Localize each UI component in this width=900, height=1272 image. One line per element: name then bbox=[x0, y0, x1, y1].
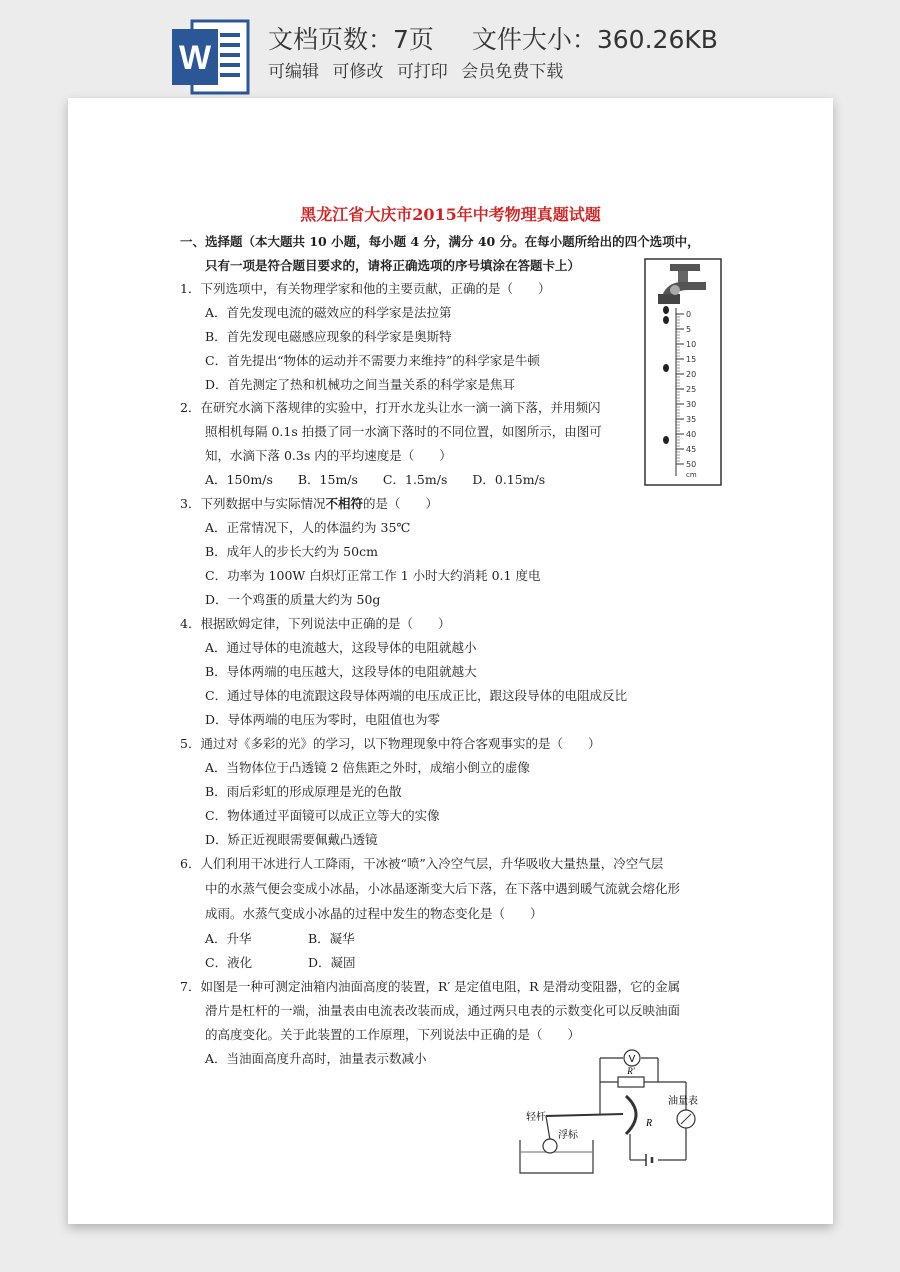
q4-option-d: D．导体两端的电压为零时，电阻值也为零 bbox=[205, 712, 441, 727]
q2-stem-line2: 照相机每隔 0.1s 拍摄了同一水滴下落时的不同位置，如图所示，由图可 bbox=[205, 424, 602, 439]
q7-stem-line2: 滑片是杠杆的一端，油量表由电流表改装而成，通过两只电表的示数变化可以反映油面 bbox=[205, 1003, 681, 1018]
q2-stem-line3: 知，水滴下落 0.3s 内的平均速度是（ ） bbox=[205, 448, 452, 463]
ruler-tick-label: 50 bbox=[686, 460, 697, 469]
q3-option-a: A．正常情况下，人的体温约为 35℃ bbox=[205, 520, 411, 535]
svg-text:W: W bbox=[178, 39, 212, 77]
q6-option-a: A．升华 bbox=[205, 931, 252, 946]
ruler-tick-label: 0 bbox=[686, 310, 692, 319]
ruler-tick-label: 25 bbox=[686, 385, 697, 394]
feature-printable: 可打印 bbox=[396, 62, 448, 82]
q1-option-b: B．首先发现电磁感应现象的科学家是奥斯特 bbox=[205, 329, 452, 344]
voltmeter-icon bbox=[624, 1050, 640, 1066]
float-icon bbox=[543, 1139, 557, 1153]
ruler-tick-label: 20 bbox=[686, 370, 697, 379]
lever-label: 轻杆 bbox=[526, 1112, 546, 1123]
page-count: 文档页数：7页 bbox=[268, 25, 434, 54]
q3-stem bbox=[180, 496, 438, 512]
feature-member-download: 会员免费下载 bbox=[461, 62, 564, 82]
svg-text:V: V bbox=[628, 1054, 636, 1065]
ruler-tick-label: 40 bbox=[686, 430, 697, 439]
battery-icon bbox=[646, 1154, 652, 1166]
q5-option-d: D．矫正近视眼需要佩戴凸透镜 bbox=[205, 832, 378, 847]
q1-stem: 1．下列选项中，有关物理学家和他的主要贡献，正确的是（ ） bbox=[180, 281, 551, 296]
q5-stem: 5．通过对《多彩的光》的学习，以下物理现象中符合客观事实的是（ ） bbox=[180, 736, 601, 751]
variable-resistor-label: R bbox=[646, 1118, 653, 1129]
fixed-resistor-icon bbox=[618, 1066, 644, 1087]
oil-gauge-label: 油量表 bbox=[668, 1096, 698, 1107]
q5-option-a: A．当物体位于凸透镜 2 倍焦距之外时，成缩小倒立的虚像 bbox=[205, 760, 530, 775]
q7-stem-line1: 7．如图是一种可测定油箱内油面高度的装置，R′ 是定值电阻，R 是滑动变阻器，它的金属 bbox=[180, 979, 681, 994]
q6-option-b: B．凝华 bbox=[308, 931, 355, 946]
download-banner bbox=[0, 0, 900, 95]
q6-stem-line2: 中的水蒸气便会变成小冰晶，小冰晶逐渐变大后下落，在下落中遇到暖气流就会熔化形 bbox=[205, 881, 681, 896]
q4-option-a: A．通过导体的电流越大，这段导体的电阻就越小 bbox=[205, 640, 477, 655]
q2-options: A．150m/s B．15m/s C．1.5m/s D．0.15m/s bbox=[205, 472, 546, 487]
ruler-tick-label: 45 bbox=[686, 445, 697, 454]
q7-option-a: A．当油面高度升高时，油量表示数减小 bbox=[205, 1051, 427, 1066]
q5-option-c: C．物体通过平面镜可以成正立等大的实像 bbox=[205, 808, 440, 823]
q1-option-c: C．首先提出“物体的运动并不需要力来维持”的科学家是牛顿 bbox=[205, 353, 540, 368]
file-size: 文件大小：360.26KB bbox=[471, 25, 718, 54]
q1-option-a: A．首先发现电流的磁效应的科学家是法拉第 bbox=[205, 305, 452, 320]
feature-editable: 可编辑 bbox=[268, 62, 319, 82]
float-label: 浮标 bbox=[558, 1130, 578, 1141]
q3-stem-post: 的是（ ） bbox=[362, 496, 438, 511]
q3-option-c: C．功率为 100W 白炽灯正常工作 1 小时大约消耗 0.1 度电 bbox=[205, 568, 541, 583]
q5-option-b: B．雨后彩虹的形成原理是光的色散 bbox=[205, 784, 402, 799]
ruler-tick-label: 10 bbox=[686, 340, 697, 349]
q7-stem-line3: 的高度变化。关于此装置的工作原理，下列说法中正确的是（ ） bbox=[205, 1027, 581, 1042]
q1-option-d: D．首先测定了热和机械功之间当量关系的科学家是焦耳 bbox=[205, 377, 516, 392]
q3-option-b: B．成年人的步长大约为 50cm bbox=[205, 544, 378, 559]
ruler-unit-label: cm bbox=[686, 471, 697, 479]
q3-stem-pre: 3．下列数据中与实际情况 bbox=[180, 496, 326, 511]
q3-option-d: D．一个鸡蛋的质量大约为 50g bbox=[205, 592, 381, 607]
q6-option-d: D．凝固 bbox=[308, 955, 356, 970]
q4-stem: 4．根据欧姆定律，下列说法中正确的是（ ） bbox=[180, 616, 451, 631]
svg-text:R′: R′ bbox=[627, 1066, 635, 1076]
doc-title: 黑龙江省大庆市2015年中考物理真题试题 bbox=[300, 205, 601, 224]
word-document-icon bbox=[170, 17, 252, 97]
file-info bbox=[268, 20, 718, 56]
section-heading-line1: 一、选择题（本大题共 10 小题，每小题 4 分，满分 40 分。在每小题所给出的四个选项中， bbox=[180, 234, 700, 249]
q2-stem-line1: 2．在研究水滴下落规律的实验中，打开水龙头让水一滴一滴下落，并用频闪 bbox=[180, 400, 601, 415]
section-heading-line2: 只有一项是符合题目要求的，请将正确选项的序号填涂在答题卡上） bbox=[205, 258, 581, 273]
q4-option-b: B．导体两端的电压越大，这段导体的电阻就越大 bbox=[205, 664, 477, 679]
faucet-ruler-figure bbox=[644, 258, 722, 486]
q4-option-c: C．通过导体的电流跟这段导体两端的电压成正比，跟这段导体的电阻成反比 bbox=[205, 688, 628, 703]
q6-stem-line1: 6．人们利用干冰进行人工降雨，干冰被“喷”入冷空气层，升华吸收大量热量，冷空气层 bbox=[180, 856, 664, 871]
ruler-tick-label: 30 bbox=[686, 400, 697, 409]
oil-gauge-circuit-figure bbox=[508, 1048, 718, 1183]
q6-stem-line3: 成雨。水蒸气变成小冰晶的过程中发生的物态变化是（ ） bbox=[205, 906, 543, 921]
feature-modifiable: 可修改 bbox=[332, 62, 384, 82]
ruler-tick-label: 5 bbox=[686, 325, 692, 334]
q3-stem-emphasis: 不相符 bbox=[325, 496, 363, 511]
feature-list bbox=[268, 57, 571, 82]
q6-option-c: C．液化 bbox=[205, 955, 253, 970]
ruler-tick-label: 35 bbox=[686, 415, 697, 424]
document-page bbox=[68, 98, 833, 1224]
oil-gauge-icon bbox=[677, 1110, 695, 1128]
ruler-tick-label: 15 bbox=[686, 355, 697, 364]
